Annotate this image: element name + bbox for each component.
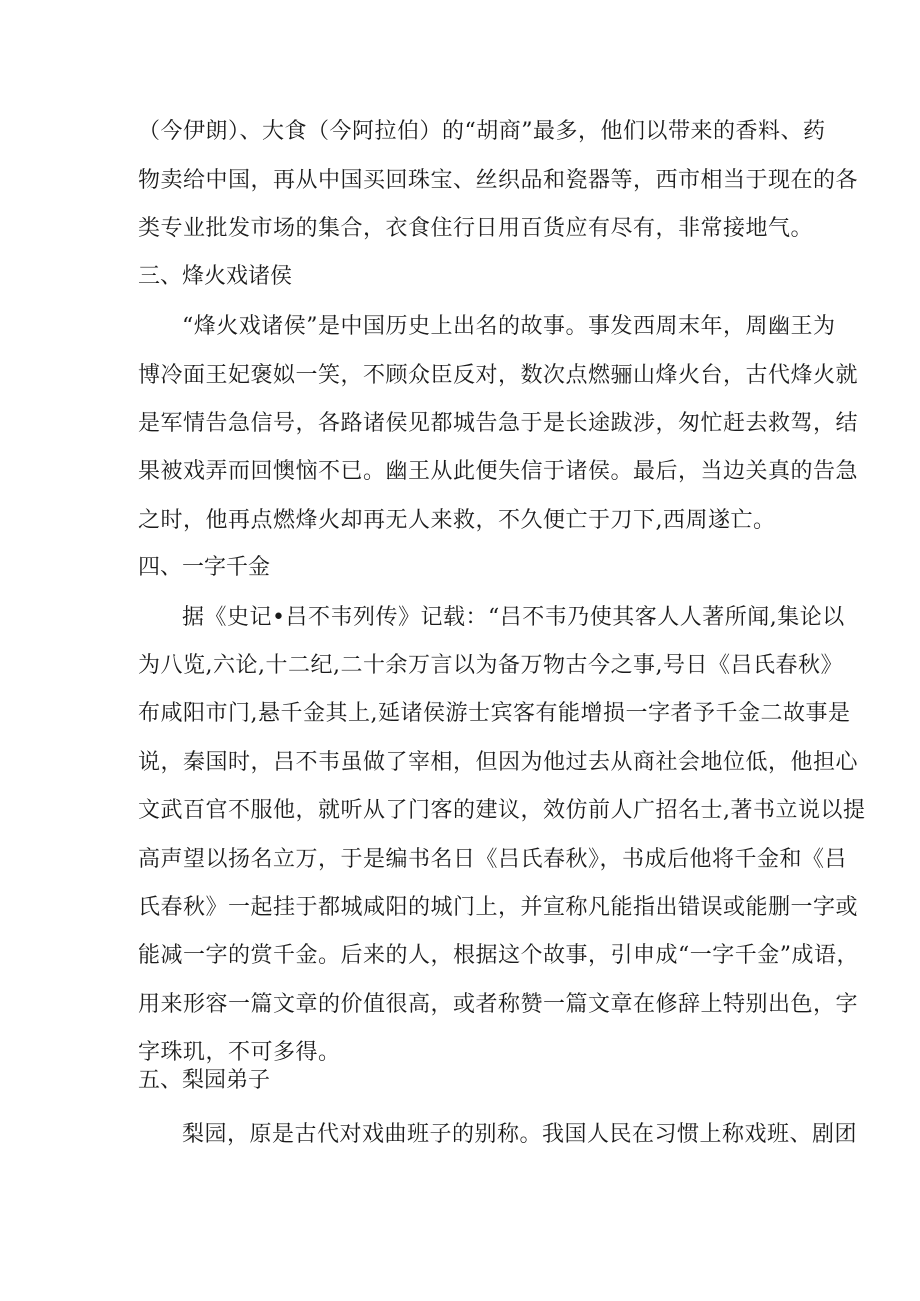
- paragraph-line: 类专业批发市场的集合，衣食住行日用百货应有尽有，非常接地气。: [138, 216, 814, 241]
- section-heading-5: 五、梨园弟子: [138, 1068, 271, 1093]
- paragraph-line: 文武百官不服他，就听从了门客的建议，效仿前人广招名士,著书立说以提: [138, 798, 866, 823]
- paragraph-line: 用来形容一篇文章的价值很高，或者称赞一篇文章在修辞上特别出色，字: [138, 992, 859, 1017]
- section-heading-3: 三、烽火戏诸侯: [138, 264, 293, 289]
- paragraph-line: 高声望以扬名立万，于是编书名日《吕氏春秋》，书成后他将千金和《吕: [138, 847, 848, 872]
- paragraph-line: “烽火戏诸侯”是中国历史上出名的故事。事发西周末年，周幽王为: [182, 314, 836, 339]
- section-heading-4: 四、一字千金: [138, 555, 271, 580]
- paragraph-line: 氏春秋》一起挂于都城咸阳的城门上，并宣称凡能指出错误或能删一字或: [138, 895, 859, 920]
- paragraph-line: 能减一字的赏千金。后来的人，根据这个故事，引申成“一字千金”成语，: [138, 943, 859, 968]
- paragraph-line: 梨园，原是古代对戏曲班子的别称。我国人民在习惯上称戏班、剧团: [182, 1122, 858, 1147]
- paragraph-line: 是军情告急信号，各路诸侯见都城告急于是长途跋涉，匆忙赶去救驾，结: [138, 411, 859, 436]
- paragraph-line: 果被戏弄而回懊恼不已。幽王从此便失信于诸侯。最后，当边关真的告急: [138, 459, 859, 484]
- paragraph-line: 为八览,六论,十二纪,二十余万言以为备万物古今之事,号日《吕氏春秋》: [138, 653, 843, 678]
- paragraph-line: 物卖给中国，再从中国买回珠宝、丝织品和瓷器等，西市相当于现在的各: [138, 168, 859, 193]
- paragraph-line: 之时，他再点燃烽火却再无人来救，不久便亡于刀下,西周遂亡。: [138, 508, 776, 533]
- paragraph-line: （今伊朗）、大食（今阿拉伯）的“胡商”最多，他们以带来的香料、药: [138, 119, 826, 144]
- paragraph-line: 字珠玑，不可多得。: [138, 1040, 341, 1065]
- paragraph-line: 据《史记•吕不韦列传》记载：“吕不韦乃使其客人人著所闻,集论以: [182, 605, 845, 630]
- paragraph-line: 博冷面王妃褒姒一笑，不顾众臣反对，数次点燃骊山烽火台，古代烽火就: [138, 363, 859, 388]
- paragraph-line: 说，秦国时，吕不韦虽做了宰相，但因为他过去从商社会地位低，他担心: [138, 750, 859, 775]
- paragraph-line: 布咸阳市门,悬千金其上,延诸侯游士宾客有能增损一字者予千金二故事是: [138, 701, 851, 726]
